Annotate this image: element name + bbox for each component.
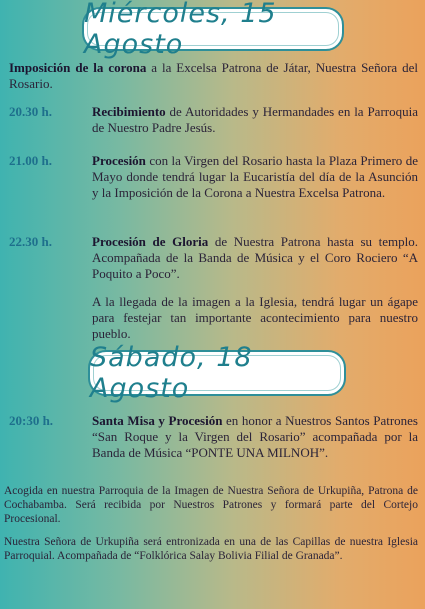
day2-title: Sábado, 18 Agosto	[90, 342, 253, 404]
day1-title: Miércoles, 15 Agosto	[84, 0, 277, 60]
event-text: en honor a Nuestros Santos Patrones “San Roque y la Virgen del Rosario” acompañada por la Banda de Música “PONTE UNA MILNOH”.	[92, 413, 418, 461]
event-time: 20.30 h.	[9, 104, 52, 119]
event-description	[92, 153, 418, 202]
day2-title-banner	[88, 342, 346, 404]
event-time: 21.00 h.	[9, 153, 52, 168]
event-time: 20:30 h.	[9, 413, 54, 428]
day1-title-banner	[82, 0, 344, 60]
event-time: 22.30 h.	[9, 234, 52, 249]
event-text: de Nuestra Patrona hasta su templo. Acompañada de la Banda de Música y el Coro Rociero “A Poquito a Poco”.	[92, 234, 418, 282]
event-text: con la Virgen del Rosario hasta la Plaza Primero de Mayo donde tendrá lugar la Eucaristía del día de la Asunción y la Imposición de la Corona a Nuestra Excelsa Patrona.	[92, 153, 418, 201]
day1-intro-text: a la Excelsa Patrona de Játar, Nuestra Señora del Rosario.	[9, 60, 418, 92]
event-title: Procesión	[92, 153, 146, 168]
agape-note: A la llegada de la imagen a la Iglesia, tendrá lugar un ágape para festejar tan importante acontecimiento para nuestro pueblo.	[92, 294, 418, 342]
day1-intro-bold: Imposición de la corona	[9, 60, 147, 75]
event-title: Recibimiento	[92, 104, 166, 119]
event-text: de Autoridades y Hermandades en la Parroquia de Nuestro Padre Jesús.	[92, 104, 418, 136]
urkupina-enthronement-note: Nuestra Señora de Urkupiña será entronizada en una de las Capillas de nuestra Iglesia Parroquial. Acompañada de “Folklórica Salay Bolivia Filial de Granada”.	[4, 536, 418, 562]
event-description	[92, 234, 418, 283]
event-description	[92, 413, 418, 462]
event-title: Santa Misa y Procesión	[92, 413, 223, 428]
event-title: Procesión de Gloria	[92, 234, 209, 249]
urkupina-arrival-note: Acogida en nuestra Parroquia de la Imagen de Nuestra Señora de Urkupiña, Patrona de Cochabamba. Será recibida por Nuestros Patrones y formará parte del Cortejo Procesional.	[4, 485, 418, 525]
day1-intro	[9, 60, 418, 92]
event-description	[92, 104, 418, 136]
